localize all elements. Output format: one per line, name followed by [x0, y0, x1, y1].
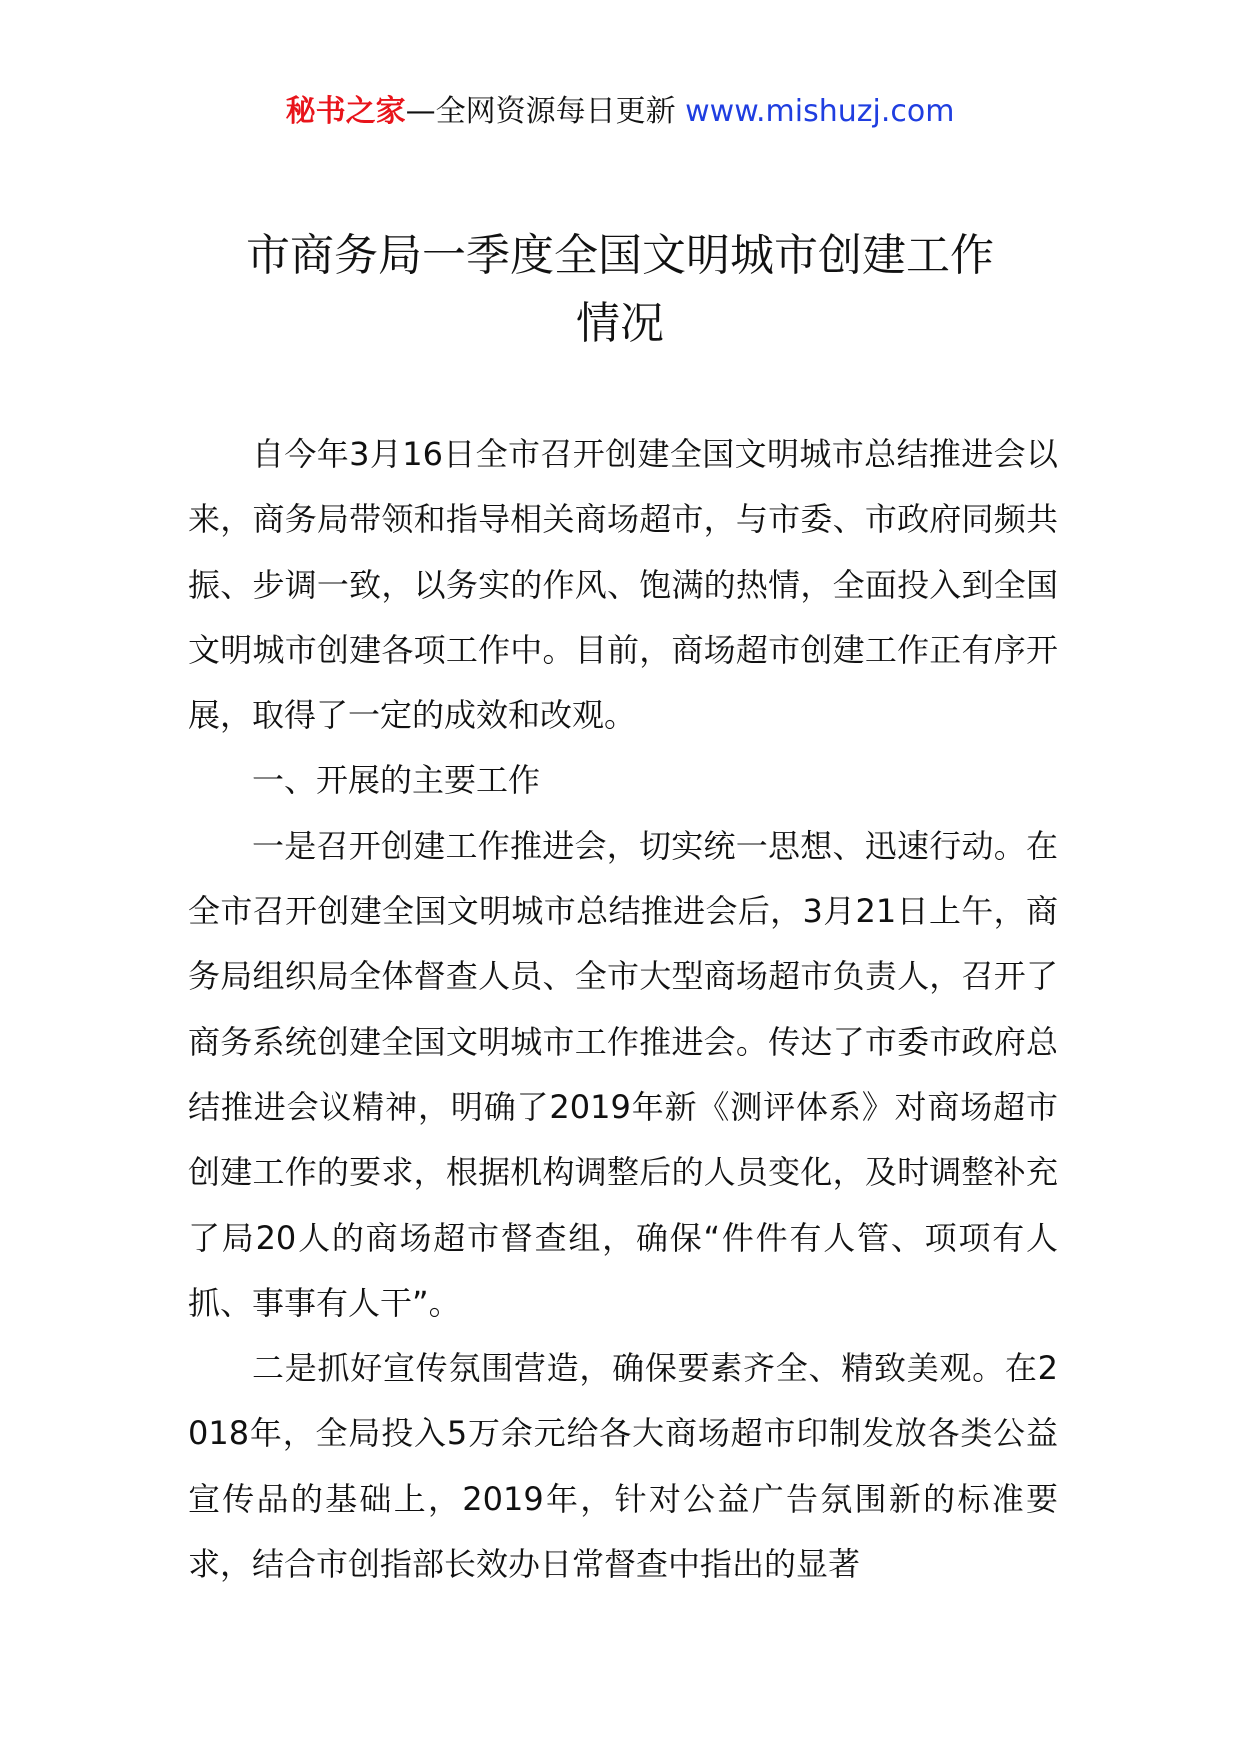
- title-line-1: 市商务局一季度全国文明城市创建工作: [246, 230, 994, 281]
- document-body: [188, 422, 1058, 1597]
- paragraph-intro: 自今年3月16日全市召开创建全国文明城市总结推进会以来，商务局带领和指导相关商场超市，与市委、市政府同频共振、步调一致，以务实的作风、饱满的热情，全面投入到全国文明城市创建各项工作中。目前，商场超市创建工作正有序开展，取得了一定的成效和改观。: [188, 435, 1058, 735]
- site-header: [0, 92, 1240, 132]
- header-tagline: —全网资源每日更新: [405, 94, 676, 129]
- brand-name: 秘书之家: [285, 94, 406, 129]
- paragraph-item-2: 二是抓好宣传氛围营造，确保要素齐全、精致美观。在2018年，全局投入5万余元给各大商场超市印制发放各类公益宣传品的基础上，2019年，针对公益广告氛围新的标准要求，结合市创指部长效办日常督查中指出的显著: [188, 1349, 1058, 1584]
- document-title: [150, 222, 1090, 358]
- paragraph-item-1: 一是召开创建工作推进会，切实统一思想、迅速行动。在全市召开创建全国文明城市总结推进会后，3月21日上午，商务局组织局全体督查人员、全市大型商场超市负责人，召开了商务系统创建全国文明城市工作推进会。传达了市委市政府总结推进会议精神，明确了2019年新《测评体系》对商场超市创建工作的要求，根据机构调整后的人员变化，及时调整补充了局20人的商场超市督查组，确保“件件有人管、项项有人抓、事事有人干”。: [188, 826, 1058, 1322]
- site-url-link[interactable]: www.mishuzj.com: [685, 94, 955, 129]
- section-heading: 一、开展的主要工作: [252, 761, 541, 800]
- title-line-2: 情况: [576, 298, 664, 349]
